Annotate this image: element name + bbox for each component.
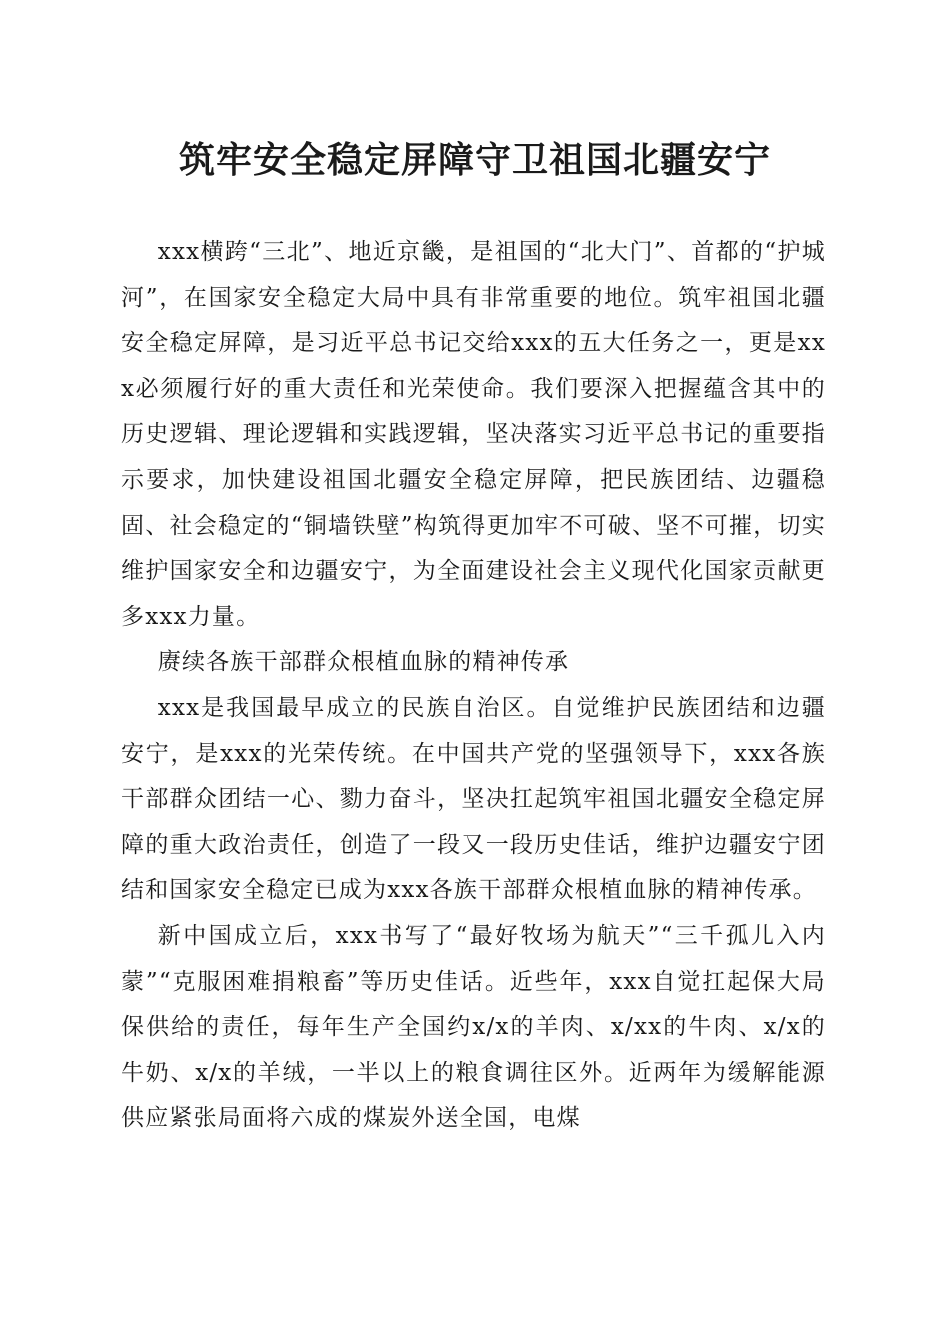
section-heading: 赓续各族干部群众根植血脉的精神传承: [157, 649, 570, 676]
paragraph-contribution: 新中国成立后，xxx书写了“最好牧场为航天”“三千孤儿入内蒙”“克服困难捐粮畜”等历史佳话。近些年，xxx自觉扛起保大局保供给的责任，每年生产全国约x/x的羊肉、x/xx的牛肉、x/x的牛奶、x/x的羊绒，一半以上的粮食调往区外。近两年为缓解能源供应紧张局面将六成的煤炭外送全国，电煤: [121, 922, 826, 1132]
paragraph-history: xxx是我国最早成立的民族自治区。自觉维护民族团结和边疆安宁，是xxx的光荣传统。在中国共产党的坚强领导下，xxx各族干部群众团结一心、勠力奋斗，坚决扛起筑牢祖国北疆安全稳定屏障的重大政治责任，创造了一段又一段历史佳话，维护边疆安宁团结和国家安全稳定已成为xxx各族干部群众根植血脉的精神传承。: [121, 694, 826, 904]
document-title: 筑牢安全稳定屏障守卫祖国北疆安宁: [178, 139, 771, 181]
paragraph-intro: xxx横跨“三北”、地近京畿，是祖国的“北大门”、首都的“护城河”，在国家安全稳定大局中具有非常重要的地位。筑牢祖国北疆安全稳定屏障，是习近平总书记交给xxx的五大任务之一，更是xxx必须履行好的重大责任和光荣使命。我们要深入把握蕴含其中的历史逻辑、理论逻辑和实践逻辑，坚决落实习近平总书记的重要指示要求，加快建设祖国北疆安全稳定屏障，把民族团结、边疆稳固、社会稳定的“铜墙铁壁”构筑得更加牢不可破、坚不可摧，切实维护国家安全和边疆安宁，为全面建设社会主义现代化国家贡献更多xxx力量。: [121, 239, 826, 630]
document-body: [121, 230, 826, 1142]
